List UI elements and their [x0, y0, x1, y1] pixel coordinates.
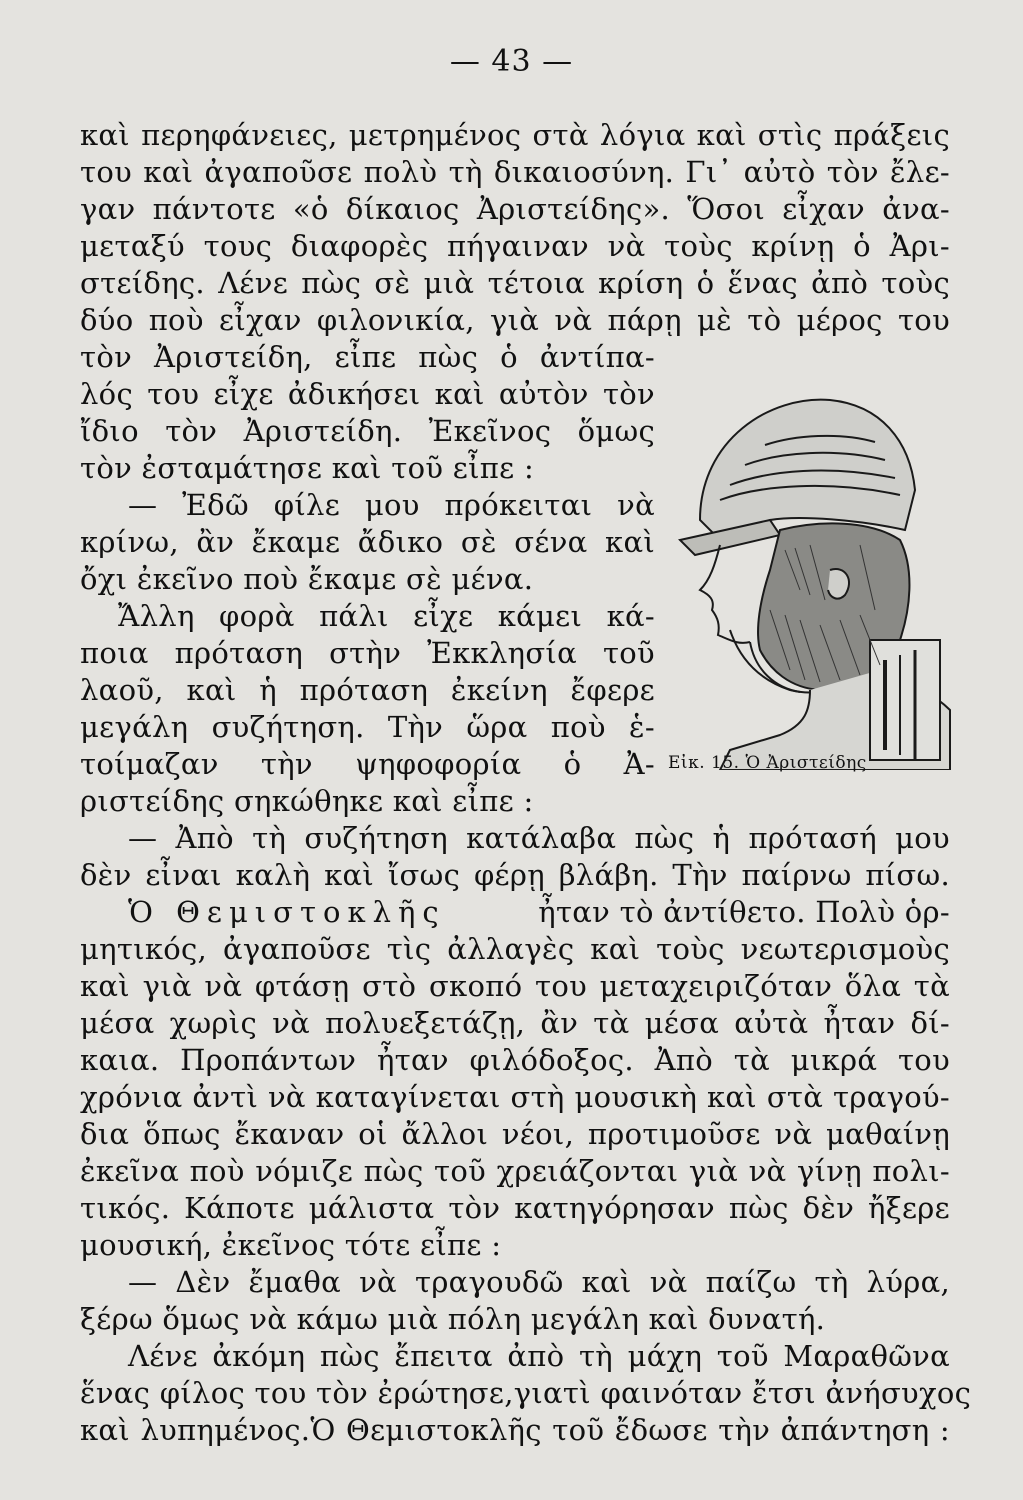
text-line: καὶ περηφάνειες, μετρημένος στὰ λόγια καὶ στὶς πράξεις — [80, 118, 950, 152]
text-line-rest: ἦταν τὸ ἀντίθετο. Πολὺ ὁρ- — [538, 895, 950, 929]
text-line: ριστείδης σηκώθηκε καὶ εἶπε : — [80, 784, 534, 818]
figure-caption: Εἰκ. 15. Ὁ Ἀριστείδης — [668, 753, 867, 773]
text-line: τὸν Ἀριστείδη, εἶπε πὼς ὁ ἀντίπα- — [80, 340, 655, 374]
text-line: τικός. Κάποτε μάλιστα τὸν κατηγόρησαν πὼς δὲν ἤξερε — [80, 1191, 950, 1225]
text-line: λαοῦ, καὶ ἡ πρόταση ἐκείνη ἔφερε — [80, 673, 655, 707]
text-line: κρίνω, ἂν ἔκαμε ἄδικο σὲ σένα καὶ — [80, 525, 655, 559]
text-line: ἴδιο τὸν Ἀριστείδη. Ἐκεῖνος ὅμως — [80, 414, 655, 448]
text-line: καὶ λυπημένος.Ὁ Θεμιστοκλῆς τοῦ ἔδωσε τὴν ἀπάντηση : — [80, 1413, 950, 1447]
text-line: — Δὲν ἔμαθα νὰ τραγουδῶ καὶ νὰ παίζω τὴ λύρα, — [128, 1265, 950, 1299]
text-line: καὶ γιὰ νὰ φτάσῃ στὸ σκοπό του μεταχειριζόταν ὅλα τὰ — [80, 969, 950, 1003]
text-line: — Ἀπὸ τὴ συζήτηση κατάλαβα πὼς ἡ πρότασή μου — [128, 821, 950, 855]
text-line: μέσα χωρὶς νὰ πολυεξετάζῃ, ἂν τὰ μέσα αὐτὰ ἦταν δί- — [80, 1006, 950, 1040]
text-line: ξέρω ὅμως νὰ κάμω μιὰ πόλη μεγάλη καὶ δυνατή. — [80, 1302, 826, 1336]
text-line: του καὶ ἀγαποῦσε πολὺ τὴ δικαιοσύνη. Γι᾿ αὐτὸ τὸν ἔλε- — [80, 155, 950, 189]
text-line: καια. Προπάντων ἦταν φιλόδοξος. Ἀπὸ τὰ μικρά του — [80, 1043, 950, 1077]
text-line: ἐκεῖνα ποὺ νόμιζε πὼς τοῦ χρειάζονται γιὰ νὰ γίνῃ πολι- — [80, 1154, 950, 1188]
text-line: Λένε ἀκόμη πὼς ἔπειτα ἀπὸ τὴ μάχη τοῦ Μαραθῶνα — [128, 1339, 950, 1373]
bust-of-aristides-engraving — [660, 370, 960, 770]
text-line: μεταξύ τους διαφορὲς πήγαιναν νὰ τοὺς κρίνῃ ὁ Ἀρι- — [80, 229, 950, 263]
text-line: μητικός, ἀγαποῦσε τὶς ἀλλαγὲς καὶ τοὺς νεωτερισμοὺς — [80, 932, 950, 966]
text-line: ἕνας φίλος του τὸν ἐρώτησε,γιατὶ φαινόταν ἔτσι ἀνήσυχος — [80, 1376, 972, 1410]
text-line: λός του εἶχε ἀδικήσει καὶ αὐτὸν τὸν — [80, 377, 655, 411]
text-line: μεγάλη συζήτηση. Τὴν ὥρα ποὺ ἑ- — [80, 710, 655, 744]
text-line: ὄχι ἐκεῖνο ποὺ ἔκαμε σὲ μένα. — [80, 562, 534, 596]
text-line: χρόνια ἀντὶ νὰ καταγίνεται στὴ μουσικὴ καὶ στὰ τραγού- — [80, 1080, 950, 1114]
page-number: — 43 — — [449, 44, 574, 79]
text-line: ποια πρόταση στὴν Ἐκκλησία τοῦ — [80, 636, 655, 670]
text-line: μουσική, ἐκεῖνος τότε εἶπε : — [80, 1228, 502, 1262]
spaced-name: Ὁ Θεμιστοκλῆς — [128, 895, 446, 929]
text-line: δια ὅπως ἔκαναν οἱ ἄλλοι νέοι, προτιμοῦσε νὰ μαθαίνῃ — [80, 1117, 950, 1151]
text-line: γαν πάντοτε «ὁ δίκαιος Ἀριστείδης». Ὅσοι εἶχαν ἀνα- — [80, 192, 950, 226]
text-line: στείδης. Λένε πὼς σὲ μιὰ τέτοια κρίση ὁ ἕνας ἀπὸ τοὺς — [80, 266, 950, 300]
text-line: δὲν εἶναι καλὴ καὶ ἴσως φέρῃ βλάβη. Τὴν παίρνω πίσω. — [80, 858, 950, 892]
text-line: τὸν ἐσταμάτησε καὶ τοῦ εἶπε : — [80, 451, 535, 485]
text-line: τοίμαζαν τὴν ψηφοφορία ὁ Ἀ- — [80, 747, 655, 781]
text-line: — Ἐδῶ φίλε μου πρόκειται νὰ — [128, 488, 655, 522]
text-line-with-spaced-name — [128, 895, 950, 929]
text-line: δύο ποὺ εἶχαν φιλονικία, γιὰ νὰ πάρῃ μὲ τὸ μέρος του — [80, 303, 950, 337]
text-line: Ἄλλη φορὰ πάλι εἶχε κάμει κά- — [118, 599, 655, 633]
